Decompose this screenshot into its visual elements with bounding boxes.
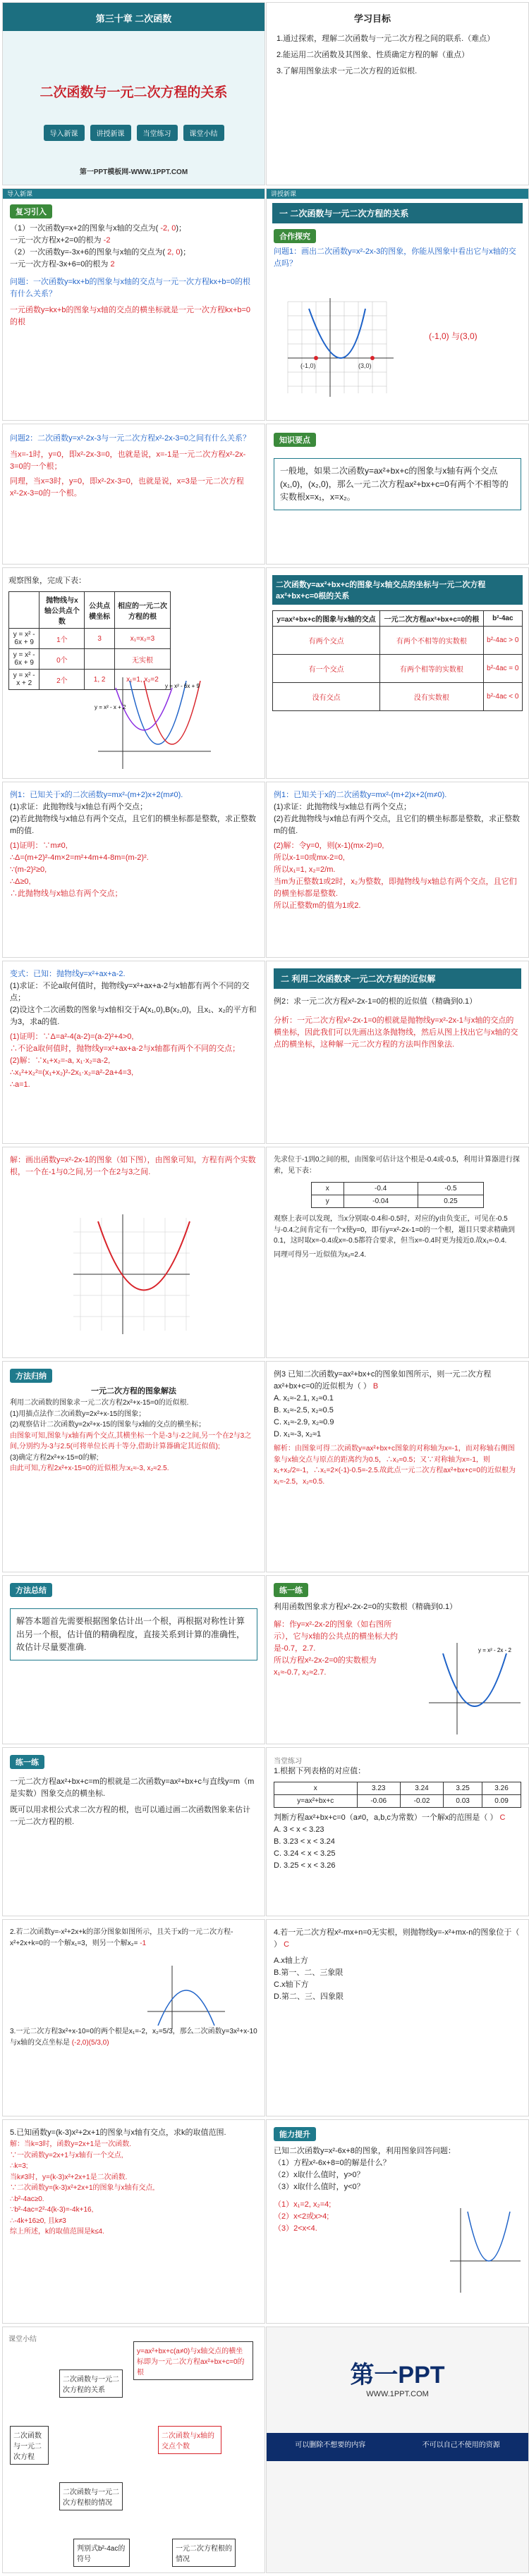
solution-line: 当m为正整数1或2时，x₂为整数，即抛物线与x轴总有两个交点，且它们的横坐标都是整数. (274, 877, 517, 899)
method-line: 由图象可知,图象与x轴有两个交点,其横坐标一个是-3与-2之间,另一个在2与3之间,分别约为-3与2.5(可将单位长再十等分,借助计算器确定其近似值); (10, 1431, 252, 1451)
lianyilian-slide (2, 1747, 265, 1916)
lesson1-slide (266, 188, 529, 421)
cover-slide (2, 2, 265, 185)
exercises1-slide (266, 1747, 529, 1916)
solution-line: 所以正整数m的值为1或2. (274, 901, 361, 911)
ability-answer: （3）2<x<4. (274, 2224, 317, 2233)
lianyilian-text-1: 一元二次方程ax²+bx+c=m的根就是二次函数y=ax²+bx+c与直线y=m（m是实数）图象交点的横坐标. (10, 1777, 255, 1799)
option[interactable]: B. x₁≈-2.5, x₂≈0.5 (274, 1406, 334, 1415)
table-row: y = x² - 6x + 9 1个 3 x₁=x₂=3 (9, 629, 171, 649)
section-title: 一 二次函数与一元二次方程的关系 (272, 203, 523, 223)
lesson2-slide (266, 961, 529, 1144)
exercise-question: 2.若二次函数y=-x²+2x+k的部分图象如图所示，且关于x的一元二次方程-x²+2x+k=0的一个解x₁=3，则另一个解x₂= -1 (10, 1928, 233, 1947)
example2: 例2：求一元二次方程x²-2x-1=0的根的近似值（精确到0.1） (274, 997, 478, 1006)
cover-title: 二次函数与一元二次方程的关系 (39, 85, 228, 100)
exercise-question: 判断方程ax²+bx+c=0（a≠0，a,b,c为常数）一个解x的范围是（ ） C (274, 1813, 506, 1823)
root-label: (3,0) (358, 362, 372, 369)
solution-line: ∵(m-2)²≥0, (10, 865, 47, 875)
solution-line: ∴Δ≥0, (10, 877, 31, 887)
cover-footer: 第一PPT模板网-WWW.1PPT.COM (79, 168, 188, 176)
option[interactable]: A. 3 < x < 3.23 (274, 1825, 324, 1835)
goal-item: 1.通过探索，理解二次函数与一元二次方程之间的联系.（难点） (276, 35, 495, 43)
exercise-table: x 3.23 3.24 3.25 3.26 y=ax²+bx+c -0.06 -0.02 0.03 0.09 (274, 1782, 521, 1808)
estimate-text-1: 先求位于-1到0之间的根，由图象可估计这个根是-0.4或-0.5，利用计算器进行探索，见下表： (274, 1156, 520, 1175)
solution-line: ∴Δ=(m+2)²-4m×2=m²+4m+4-8m=(m-2)². (10, 853, 149, 863)
solution-line: 所以x-1=0或mx-2=0, (274, 853, 345, 863)
review-line-4: 一元一次方程-3x+6=0的根为 2 (10, 260, 115, 269)
intersection-points: (-1,0) 与(3,0) (429, 331, 478, 341)
relationship-title: 二次函数y=ax²+bx+c的图象与x轴交点的坐标与一元二次方程ax²+bx+c=0根的关系 (272, 575, 523, 605)
mindmap-node: y=ax²+bx+c(a≠0)与x轴交点的横坐标即为一元二次方程ax²+bx+c=0的根 (133, 2341, 253, 2380)
mindmap-slide (2, 2327, 265, 2573)
ability-question: （2）x取什么值时，y>0？ (274, 2171, 365, 2180)
brand-url: WWW.1PPT.COM (366, 2390, 429, 2398)
solution2-graph (66, 1211, 193, 1338)
cover-buttons (3, 125, 264, 141)
lianyilian-badge: 练一练 (10, 1755, 44, 1769)
practice-badge: 练一练 (274, 1583, 308, 1597)
goals-title: 学习目标 (354, 13, 391, 24)
brand-col-2: 不可以自己不使用的资源 (422, 2441, 500, 2449)
variant-q1: (1)求证：不论a取何值时，抛物线y=x²+ax+a-2与x轴都有两个不同的交点； (10, 982, 250, 1003)
method-line: (2)观察估计二次函数y=2x²+x-15的图象与x轴的交点的横坐标； (10, 1421, 206, 1429)
solution-line: ∴-4k+16≥0, 且k≠3 (10, 2217, 66, 2225)
observe-slide (2, 567, 265, 779)
summary-slide (2, 1575, 265, 1744)
practice-solution: 解：作y=x²-2x-2的图象（如右图所示），它与x轴的公共点的横坐标大约是-0.7，2.7. (274, 1620, 398, 1653)
solution-line: (1)证明：∵m≠0, (10, 842, 68, 851)
mindmap-node: 判别式b²-4ac的符号 (73, 2539, 130, 2567)
table-row: 没有交点 没有实数根 b²-4ac < 0 (273, 683, 523, 711)
estimate-table: x -0.4 -0.5 y -0.04 0.25 (311, 1182, 485, 1208)
answer-2a: 当x=-1时，y=0，即x²-2x-3=0，也就是说，x=-1是一元二次方程x²-2x-3=0的一个根； (10, 450, 246, 472)
option[interactable]: B. 3.23 < x < 3.24 (274, 1837, 335, 1847)
brand-logo: 第一PPT (350, 2362, 445, 2389)
nav-button-practice[interactable]: 当堂练习 (137, 125, 178, 141)
question-1: 问题1：画出二次函数y=x²-2x-3的图象，你能从图象中看出它与x轴的交点吗？ (274, 247, 516, 269)
exercise-question: 5.已知函数y=(k-3)x²+2x+1的图象与x轴有交点，求k的取值范围. (10, 2128, 226, 2137)
mindmap-node: 二次函数与一元二次方程根的情况 (59, 2482, 123, 2510)
example1b-stem: 例1：已知关于x的二次函数y=mx²-(m+2)x+2(m≠0). (274, 791, 447, 799)
method-line: 利用二次函数的图象求一元二次方程2x²+x-15=0的近似根. (10, 1399, 189, 1407)
explore-badge: 合作探究 (274, 229, 316, 243)
option[interactable]: D. x₁≈-3, x₂≈1 (274, 1430, 322, 1439)
summary-badge: 方法总结 (10, 1583, 52, 1597)
ability-question: （1）方程x²-6x+8=0的解是什么？ (274, 2159, 391, 2168)
mindmap-center: 二次函数与一元二次方程 (10, 2426, 49, 2465)
example1-stem: 例1：已知关于x的二次函数y=mx²-(m+2)x+2(m≠0). (10, 791, 183, 799)
example3-stem: 例3 已知二次函数y=ax²+bx+c的图象如图所示，则一元二次方程ax²+bx+c=0的近似根为（ ） B (274, 1370, 492, 1391)
goal-item: 2.能运用二次函数及其图象、性质确定方程的解（重点） (276, 51, 470, 60)
variant-q2: (2)设这个二次函数的图象与x轴相交于A(x₁,0),B(x₂,0)，且x₁、x₂的平方和为3，求a的值. (10, 1006, 257, 1027)
example1-slide (2, 782, 265, 958)
ability-slide (266, 2119, 529, 2324)
curve-label: y = x² - x + 2 (95, 704, 126, 710)
ability-answer: （1）x₁=2, x₂=4; (274, 2200, 332, 2210)
parabola-graph (281, 295, 401, 400)
solution-line: ∵b²-4ac=2²-4(k-3)=-4k+16, (10, 2206, 94, 2214)
table-header: 抛物线与x轴公共点个数 (39, 592, 85, 629)
option[interactable]: C. 3.24 < x < 3.25 (274, 1849, 336, 1859)
estimate-slide (266, 1147, 529, 1358)
table-row: 有一个交点 有两个相等的实数根 b²-4ac = 0 (273, 655, 523, 683)
exercise-question: 3.一元二次方程3x²+x-10=0的两个根是x₁=-2，x₂=5/3，那么二次函数y=3x²+x-10与x轴的交点坐标是 (-2,0)(5/3,0) (10, 2028, 257, 2047)
lianyilian-text-2: 既可以用求根公式求二次方程的根，也可以通过画二次函数图象来估计一元二次方程的根. (10, 1806, 250, 1827)
table-header: y=ax²+bx+c的图象与x轴的交点 (273, 611, 380, 627)
relationship-slide (266, 567, 529, 779)
solution2-slide (2, 1147, 265, 1358)
example1b-q1: (1)求证：此抛物线与x轴总有两个交点； (274, 803, 411, 812)
goals-slide (266, 2, 529, 185)
example1b-slide (266, 782, 529, 958)
solution-line: ∴x₁²+x₂²=(x₁+x₂)²-2x₁·x₂=a²-2a+4=3, (10, 1068, 134, 1078)
exercises3-slide (266, 1919, 529, 2116)
analysis: 分析：一元二次方程x²-2x-1=0的根就是抛物线y=x²-2x-1与x轴的交点的横坐标，因此我们可以先画出这条抛物线，然后从图上找出它与x轴的交点的横坐标，这种解一元二次方程的方法叫作图象法. (274, 1016, 518, 1049)
table-row: y=ax²+bx+c -0.06 -0.02 0.03 0.09 (274, 1795, 521, 1808)
solution-line: 当k≠3时，y=(k-3)x²+2x+1是二次函数. (10, 2173, 128, 2181)
option[interactable]: C.x轴下方 (274, 1980, 309, 1990)
brand-col-1: 可以删除不想要的内容 (295, 2441, 366, 2449)
solution-line: ∴此抛物线与x轴总有两个交点； (10, 889, 123, 899)
example1b-q2: (2)若此抛物线与x轴总有两个交点，且它们的横坐标都是整数，求正整数m的值. (274, 815, 520, 836)
mindmap-node: 二次函数与一元二次方程的关系 (59, 2369, 123, 2398)
option[interactable]: D. 3.25 < x < 3.26 (274, 1861, 336, 1871)
method-slide (2, 1361, 265, 1572)
section-header: 导入新课 (3, 189, 264, 199)
solution-line: (2)解：令y=0，则(x-1)(mx-2)=0, (274, 842, 384, 851)
review-line-1: （1）一次函数y=x+2的图象与x轴的交点为( -2, 0)； (10, 224, 186, 233)
observe-intro: 观察图象，完成下表： (8, 577, 86, 585)
relationship-table (272, 610, 523, 711)
solution-line: ∴b²-4ac≥0. (10, 2195, 44, 2203)
section-header: 当堂练习 (274, 1758, 302, 1765)
exercises4-slide (2, 2119, 265, 2324)
table-row: y -0.04 0.25 (311, 1195, 484, 1208)
mindmap-node: 二次函数与x轴的交点个数 (158, 2426, 221, 2454)
option[interactable]: C. x₁≈-2.9, x₂≈0.9 (274, 1418, 334, 1427)
cover-top-band: 第三十章 二次函数 (3, 3, 264, 31)
table-header: 公共点横坐标 (85, 592, 115, 629)
ability-badge: 能力提升 (274, 2127, 316, 2141)
option[interactable]: A. x₁≈-2.1, x₂≈0.1 (274, 1394, 334, 1403)
solution-line: ∴k=3; (10, 2162, 28, 2171)
solution-line: (1)证明：∵Δ=a²-4(a-2)=(a-2)²+4>0, (10, 1033, 134, 1042)
table-header: b²-4ac (483, 611, 522, 627)
solution-line: (2)解：∵x₁+x₂=-a, x₁·x₂=a-2, (10, 1056, 111, 1066)
method-title: 一元二次方程的图象解法 (91, 1387, 176, 1395)
question-2: 问题2：二次函数y=x²-2x-3与一元二次方程x²-2x-3=0之间有什么关系？ (10, 434, 251, 443)
review-question: 问题：一次函数y=kx+b的图象与x轴的交点与一元一次方程kx+b=0的根有什么关系？ (10, 278, 251, 299)
curve-label: y = x² - 2x - 2 (478, 1647, 511, 1653)
variant-stem: 变式：已知：抛物线y=x²+ax+a-2. (10, 970, 126, 978)
practice-solution: 所以方程x²-2x-2=0的实数根为x₁≈-0.7, x₂≈2.7. (274, 1656, 377, 1677)
example1-q1: (1)求证：此抛物线与x轴总有两个交点； (10, 803, 147, 812)
example3-slide (266, 1361, 529, 1572)
table-row: y = x² - x + 2 2个 1, 2 x₁=1, x₂=2 (9, 670, 171, 690)
variant-slide (2, 961, 265, 1144)
section-header: 讲授新课 (267, 189, 528, 199)
exercises2-slide (2, 1919, 265, 2116)
goal-item: 3.了解用图象法求一元二次方程的近似根. (276, 67, 418, 76)
example1-q2: (2)若此抛物线与x轴总有两个交点，且它们的横坐标都是整数，求正整数m的值. (10, 815, 256, 836)
question2-slide (2, 424, 265, 565)
nav-button-lesson[interactable]: 讲授新课 (90, 125, 131, 141)
curve-label: y = x² - 6x + 9 (165, 683, 200, 689)
nav-button-intro[interactable]: 导入新课 (44, 125, 85, 141)
review-answer: 一元函数y=kx+b的图象与x轴的交点的横坐标就是一元一次方程kx+b=0的根 (10, 306, 251, 327)
ability-question: （3）x取什么值时，y<0？ (274, 2183, 365, 2192)
practice-graph (425, 1639, 524, 1738)
solution-line: ∵二次函数y=(k-3)x²+2x+1的图象与x轴有交点, (10, 2184, 155, 2193)
method-line: (3)确定方程2x²+x-15=0的解; (10, 1453, 99, 1462)
table-row: 有两个交点 有两个不相等的实数根 b²-4ac > 0 (273, 627, 523, 655)
method-badge: 方法归纳 (10, 1369, 52, 1383)
estimate-text-3: 同理可得另一近似值为x₂≈2.4. (274, 1250, 367, 1259)
exercise-question: 1.根据下列表格的对应值： (274, 1767, 366, 1775)
root-label: (-1,0) (300, 362, 316, 369)
solution-line: 解：当k=3时，函数y=2x+1是一次函数. (10, 2140, 131, 2149)
practice-question: 利用函数图象求方程x²-2x-2=0的实数根（精确到0.1） (274, 1603, 458, 1611)
method-line: (1)用描点法作二次函数y=2x²+x-15的图象； (10, 1410, 146, 1418)
practice-slide (266, 1575, 529, 1744)
solution-line: 综上所述，k的取值范围是k≤4. (10, 2228, 104, 2236)
brand-slide (266, 2327, 529, 2573)
mindmap-node: 一元二次方程根的情况 (172, 2539, 236, 2567)
three-parabolas-graph (95, 674, 214, 772)
knowledge-badge: 知识要点 (274, 433, 316, 447)
conclusion-slide (266, 424, 529, 565)
solution-line: ∴a=1. (10, 1080, 30, 1090)
option[interactable]: B.第一、二、三象限 (274, 1968, 343, 1978)
example3-analysis: 解析：由图象可得二次函数y=ax²+bx+c图象的对称轴为x=-1，而对称轴右侧图象与x轴交点与原点的距离约为0.5，∴x₂≈0.5；又∵对称轴为x=-1，则x₁+x₂/2=-1，∴x₁=2×(-1)-0.5=-2.5.故此点一元二次方程ax²+bx+c=0的近似根为x₁≈-2.5，x₂≈0.5. (274, 1445, 516, 1486)
summary-text: 解答本题首先需要根据图象估计出一个根，再根据对称性计算出另一个根，估计值的精确程度，直接关系到计算的准确性，故估计尽量要准确. (10, 1608, 257, 1660)
method-line: 由此可知,方程2x²+x-15=0的近似根为:x₁≈-3, x₂≈2.5. (10, 1465, 169, 1473)
table-row: y = x² - 6x + 9 0个 无实根 (9, 649, 171, 670)
ability-text: 已知二次函数y=x²-6x+8的图象，利用图象回答问题： (274, 2147, 456, 2155)
estimate-text-2: 观察上表可以发现，当x分别取-0.4和-0.5时，对应的y由负变正，可见在-0.5与-0.4之间肯定有一个x使y=0，即有y=x²-2x-1=0的一个根，题目只要求精确到0.1，这时取x=-0.4或x=-0.5都符合要求，但当x=-0.4时更为接近0.故x₁≈-0.4. (274, 1215, 515, 1245)
nav-button-summary[interactable]: 课堂小结 (183, 125, 224, 141)
option[interactable]: A.x轴上方 (274, 1956, 308, 1966)
section-title: 二 利用二次函数求一元二次方程的近似解 (274, 968, 521, 989)
review-badge: 复习引入 (10, 204, 52, 218)
solution-line: 所以x₁=1, x₂=2/m. (274, 865, 336, 875)
table-header: 相应的一元二次方程的根 (114, 592, 170, 629)
ability-answer: （2）x<2或x>4; (274, 2212, 329, 2221)
solution-line: ∴不论a取何值时，抛物线y=x²+ax+a-2与x轴都有两个不同的交点； (10, 1044, 241, 1054)
review-line-2: 一元一次方程x+2=0的根为 -2 (10, 236, 111, 245)
ability-graph (446, 2205, 524, 2296)
exercise2-graph (144, 1962, 229, 2033)
solution2-text: 解：画出函数y=x²-2x-1的图象（如下图），由图象可知，方程有两个实数根，一个在-1与0之间,另一个在2与3之间. (10, 1156, 256, 1177)
section-header: 课堂小结 (8, 2336, 37, 2343)
exercise-question: 4.若一元二次方程x²-mx+n=0无实根，则抛物线y=-x²+mx-n的图象位于（ ） C (274, 1928, 520, 1949)
conclusion-text: 一般地，如果二次函数y=ax²+bx+c的图象与x轴有两个交点(x₁,0)，(x₂,0)，那么一元二次方程ax²+bx+c=0有两个不相等的实数根x=x₁，x=x₂。 (274, 458, 521, 510)
solution-line: ∵一次函数y=2x+1与x轴有一个交点, (10, 2151, 123, 2159)
answer-2b: 同理，当x=3时，y=0，即x²-2x-3=0，也就是说，x=3是一元二次方程x²-2x-3=0的一个根。 (10, 477, 244, 498)
review-line-3: （2）一次函数y=-3x+6的图象与x轴的交点为( 2, 0)； (10, 248, 191, 257)
option[interactable]: D.第二、三、四象限 (274, 1992, 343, 2002)
table-header (9, 592, 39, 629)
table-header: 一元二次方程ax²+bx+c=0的根 (380, 611, 483, 627)
review-slide (2, 188, 265, 421)
